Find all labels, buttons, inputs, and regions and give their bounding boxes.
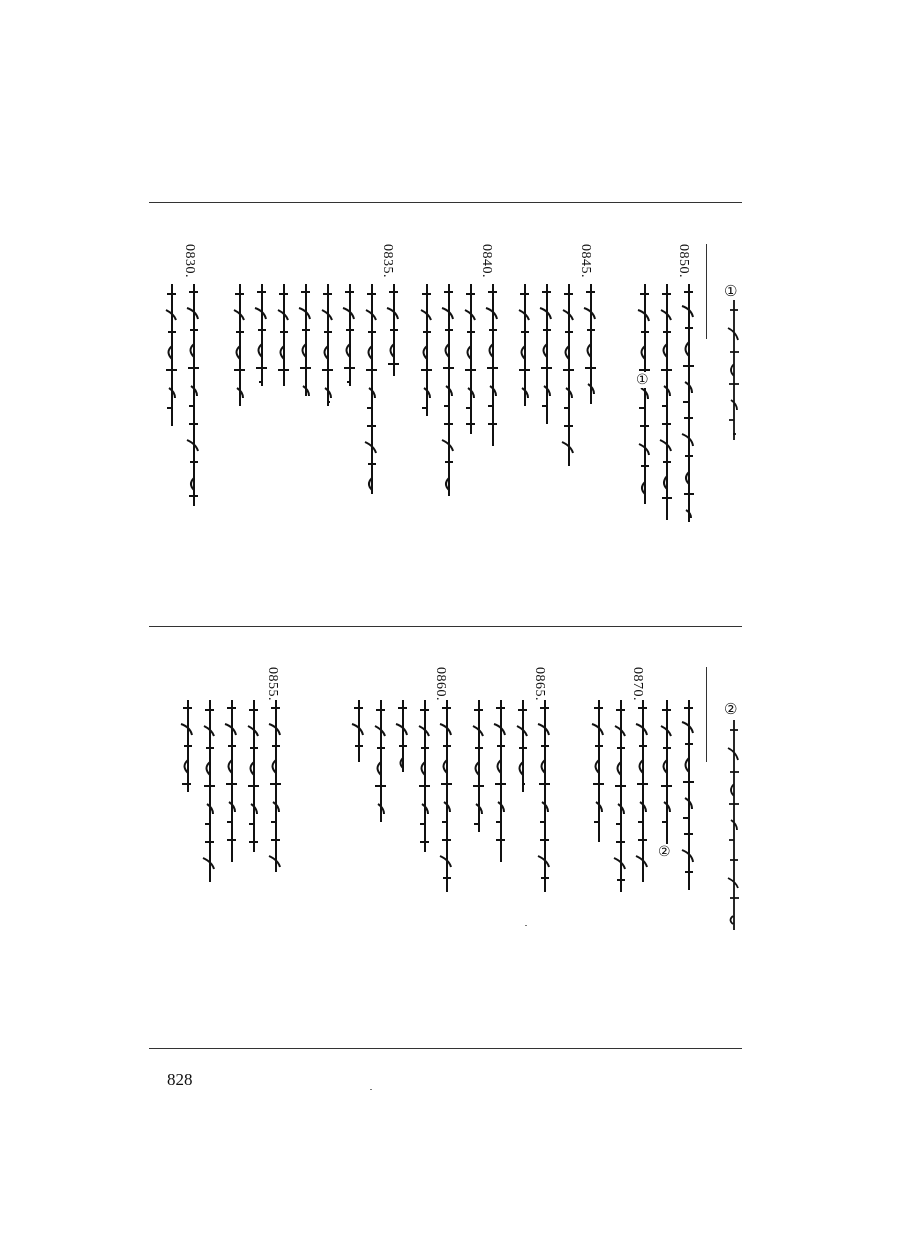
- text-column: [348, 700, 370, 770]
- text-column: [229, 284, 251, 414]
- text-column: [436, 700, 458, 900]
- text-column: [265, 700, 287, 880]
- text-column: [534, 700, 556, 900]
- scan-speck: [525, 925, 527, 926]
- text-column: [243, 700, 265, 860]
- line-number: 0830.: [182, 244, 197, 278]
- text-column: [199, 700, 221, 890]
- text-column: [383, 284, 405, 384]
- footnote-marker: ②: [658, 844, 671, 860]
- footnote-separator: [706, 667, 707, 762]
- footnote-text-column: [724, 720, 744, 940]
- text-column: [273, 284, 295, 394]
- middle-rule: [149, 626, 742, 627]
- text-column: [490, 700, 512, 870]
- line-number: 0840.: [479, 244, 494, 278]
- bottom-rule: [149, 1048, 742, 1049]
- footnote-marker: ①: [636, 372, 649, 388]
- text-column: [177, 700, 199, 800]
- page-number: 828: [167, 1070, 193, 1089]
- text-column: [514, 284, 536, 414]
- line-number: 0850.: [676, 244, 691, 278]
- text-column: [656, 700, 678, 880]
- top-rule: [149, 202, 742, 203]
- text-column: [460, 284, 482, 444]
- text-column: [183, 284, 205, 514]
- text-column: [632, 700, 654, 890]
- text-column: [482, 284, 504, 454]
- text-column: [392, 700, 414, 780]
- line-number: 0855.: [265, 667, 280, 701]
- text-column: [678, 284, 700, 534]
- text-column: [512, 700, 534, 800]
- line-number: 0835.: [380, 244, 395, 278]
- line-number: 0865.: [532, 667, 547, 701]
- text-column: [588, 700, 610, 850]
- text-column: [416, 284, 438, 424]
- text-column: [221, 700, 243, 870]
- scan-speck: [370, 1089, 372, 1090]
- text-column: [656, 284, 678, 534]
- footnote-marker: ②: [724, 700, 738, 718]
- footnote-text-column: [724, 300, 744, 450]
- text-column: [339, 284, 361, 394]
- text-column: [610, 700, 632, 900]
- line-number: 0845.: [578, 244, 593, 278]
- text-column: [558, 284, 580, 474]
- footnote-marker: ①: [724, 282, 738, 300]
- text-column: [414, 700, 436, 860]
- text-column: [678, 700, 700, 900]
- text-column: [251, 284, 273, 394]
- text-column: [634, 284, 656, 514]
- text-column: [468, 700, 490, 840]
- text-column: [536, 284, 558, 434]
- text-column: [295, 284, 317, 404]
- text-column: [370, 700, 392, 830]
- text-column: [161, 284, 183, 434]
- footnote-separator: [706, 244, 707, 339]
- text-column: [580, 284, 602, 414]
- text-column: [317, 284, 339, 414]
- line-number: 0860.: [433, 667, 448, 701]
- line-number: 0870.: [630, 667, 645, 701]
- text-column: [361, 284, 383, 502]
- text-column: [438, 284, 460, 504]
